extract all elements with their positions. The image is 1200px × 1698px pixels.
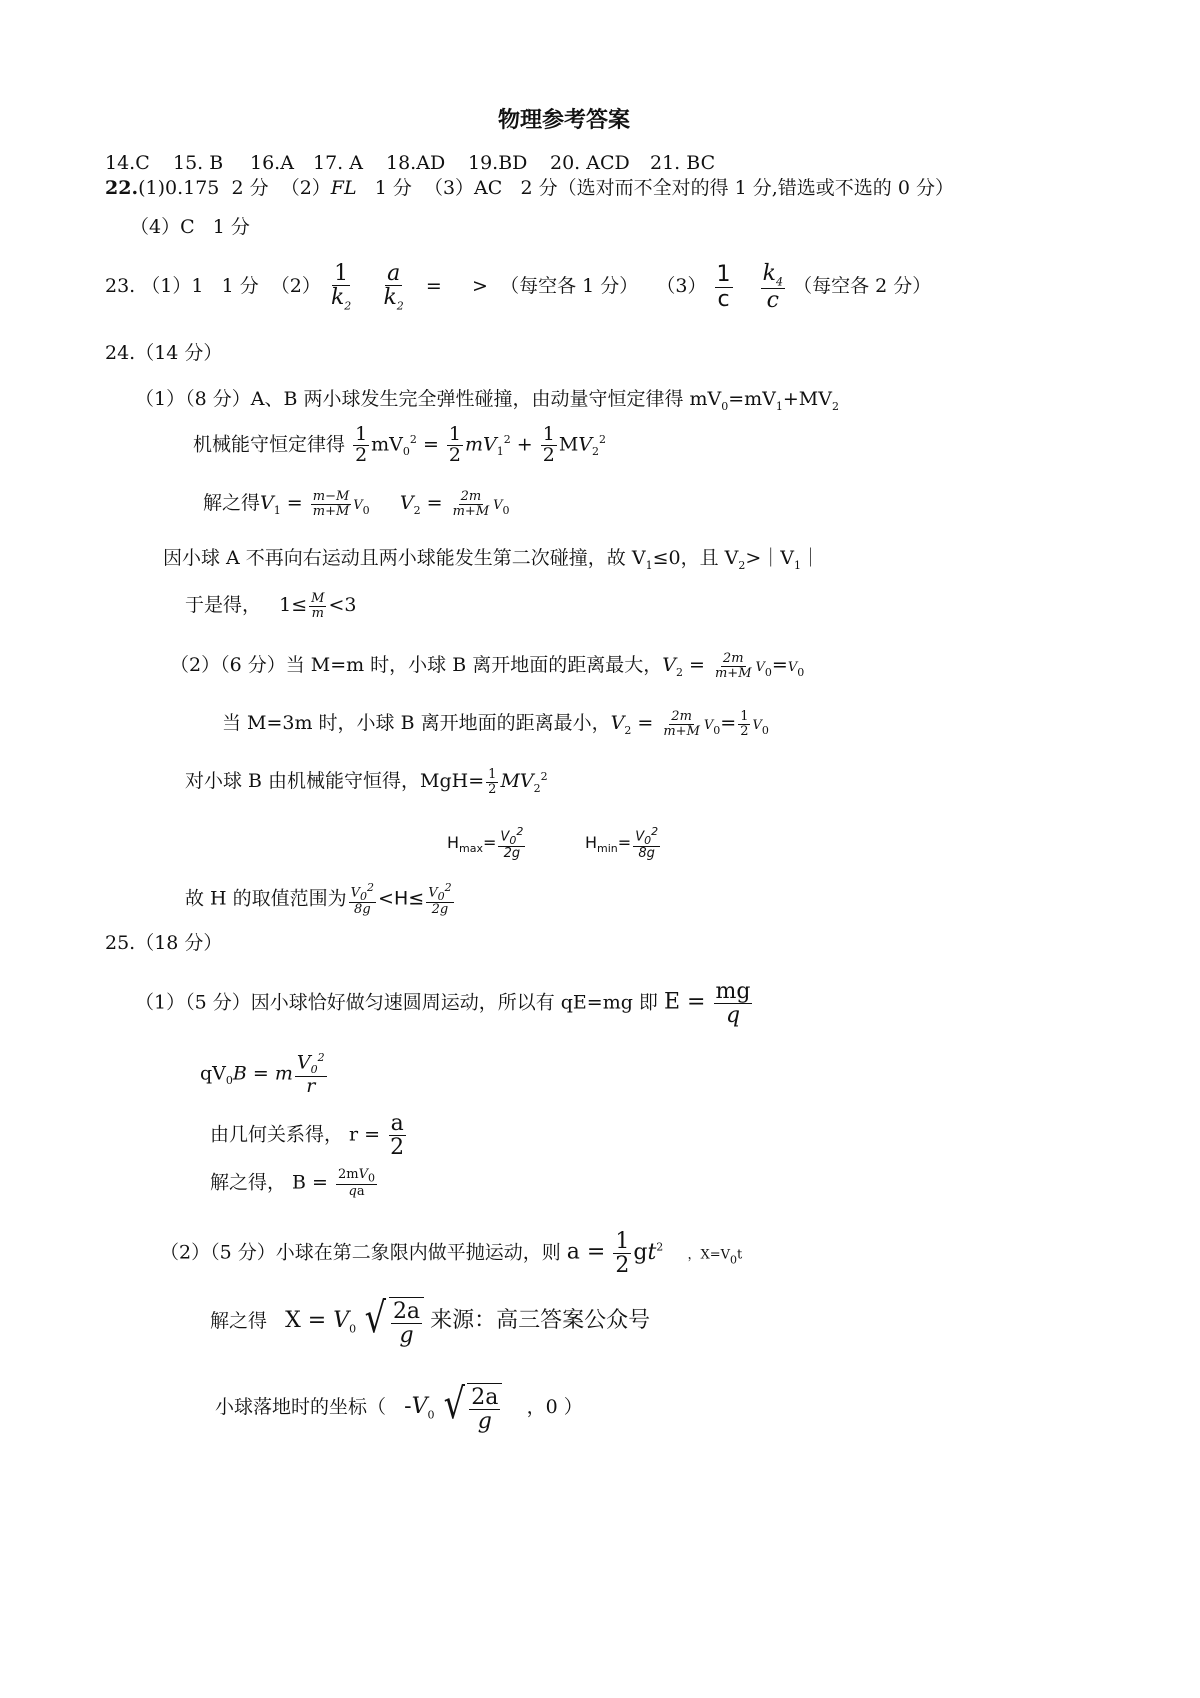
q24-text1: （1）（8 分）A、B 两小球发生完全弹性碰撞，由动量守恒定律得 mV	[135, 388, 722, 410]
page-title: 物理参考答案	[498, 108, 631, 133]
frac-m-ratio: $\frac{M}{m}$	[311, 591, 325, 621]
q24-text4d: ｜	[801, 547, 821, 569]
q22-part2: （2）	[280, 177, 331, 199]
q24-text5: 于是得，	[185, 594, 262, 617]
q25-text7b: ，0 ）	[526, 1396, 583, 1419]
q24-line4: 因小球 A 不再向右运动且两小球能发生第二次碰撞，故 $V_1\le 0$，且 $V_2>|V_1|$	[163, 547, 821, 572]
sqrt-2a-over-g: √ $\frac{2a}{g}$	[441, 1383, 503, 1433]
frac-1-over-c: $\frac{1}{c}$	[716, 262, 731, 312]
frac-half: $\frac{1}{2}$	[448, 423, 461, 466]
q25-line4: 解之得， B = $\frac{2mV_0}{qa}$	[210, 1167, 376, 1200]
frac-b-field: $\frac{2mV_0}{qa}$	[338, 1167, 376, 1200]
frac-hmin: $\frac{V_0^2}{8g}$	[350, 881, 375, 918]
q24-line5: 于是得， 1≤ $\frac{M}{m}$ <3	[185, 591, 357, 621]
q25-line3: 由几何关系得， r = $\frac{a}{2}$	[210, 1111, 405, 1161]
q22-line2	[130, 216, 250, 239]
q23-score3: （每空各 2 分）	[793, 275, 932, 298]
frac-half: $\frac{1}{2}$	[740, 709, 749, 739]
q23-score1: 1 分	[221, 275, 259, 298]
hmin-subscript: min	[597, 842, 618, 856]
sqrt-2a-over-g: √ $\frac{2a}{g}$	[362, 1297, 424, 1347]
q22-part1: (1)0.175	[138, 177, 220, 199]
q22-part3: （3）AC	[423, 177, 503, 199]
q25-line7: 小球落地时的坐标（ $-V_0$ √ $\frac{2a}{g}$ ，0 ）	[215, 1379, 583, 1435]
mc-answer: 20. ACD	[550, 152, 630, 174]
frac-centripetal: $\frac{V_0^2}{r}$	[296, 1051, 325, 1097]
frac-half: $\frac{1}{2}$	[488, 767, 497, 797]
q24-text4c: >｜V	[745, 547, 794, 569]
frac-v1: $\frac{m-M}{m+M}$	[312, 489, 350, 519]
frac-e-field: $\frac{mg}{q}$	[715, 979, 751, 1029]
mc-answer: 18.AD	[386, 152, 446, 174]
q22-score4: 1 分	[212, 216, 250, 238]
q25-source: 来源：高三答案公众号	[430, 1308, 651, 1334]
frac-2a-over-g: $\frac{2a}{g}$	[471, 1385, 499, 1435]
q24-line3: 解之得$V_1$ = $\frac{m-M}{m+M}$ $V_0$ $V_2$ = $\frac{2m}{m+M}$ $V_0$	[203, 489, 510, 519]
q24-line1: （1）（8 分）A、B 两小球发生完全弹性碰撞，由动量守恒定律得 $mV_0=mV_1+MV_2$	[135, 388, 839, 413]
q23-line	[105, 262, 931, 312]
q25-text1: （1）（5 分）因小球恰好做匀速圆周运动，所以有 qE=mg 即	[135, 991, 658, 1014]
q24-text4: 因小球 A 不再向右运动且两小球能发生第二次碰撞，故 V	[163, 547, 646, 569]
q25-text5: （2）（5 分）小球在第二象限内做平抛运动，则	[160, 1241, 561, 1264]
frac-v2: $\frac{2m}{m+M}$	[452, 489, 490, 519]
frac-hmax: $\frac{V_0^2}{2g}$	[428, 881, 452, 918]
hmax-subscript: max	[459, 842, 483, 856]
q24-text9: 故 H 的取值范围为	[185, 887, 347, 910]
q22-line1	[105, 177, 954, 200]
q23-greater: >	[472, 275, 488, 298]
q24-line6: （2）（6 分）当 M=m 时，小球 B 离开地面的距离最大，$V_2$ = $\frac{2m}{m+M}$ $V_0=V_0$	[170, 651, 805, 681]
q25-line6: 解之得 $X = V_0$ √ $\frac{2a}{g}$ 来源：高三答案公众号	[210, 1293, 651, 1349]
frac-hmax: $\frac{V_0^2}{2g}$	[500, 825, 524, 862]
mc-answer: 17. A	[313, 152, 363, 174]
q23-part3: （3）	[656, 275, 707, 298]
q24-text2: 机械能守恒定律得	[193, 433, 346, 456]
q25-text3: 由几何关系得，	[210, 1123, 344, 1146]
mc-answer: 15. B	[173, 152, 224, 174]
frac-k4-over-c: $\frac{k_4}{c}$	[762, 261, 784, 313]
mc-answer: 14.C	[105, 152, 150, 174]
q25-text4: 解之得，	[210, 1171, 287, 1194]
q22-answer2: FL	[330, 177, 357, 199]
frac-v2: $\frac{2m}{m+M}$	[663, 709, 700, 739]
q23-part2: （2）	[270, 275, 321, 298]
q22-label: 22.	[105, 177, 139, 199]
q23-label: 23. （1）1	[105, 275, 204, 298]
q24-hmin: $H_{min}=$ $\frac{V_0^2}{8g}$	[585, 825, 659, 862]
q24-text1b: =mV	[728, 388, 776, 410]
q22-part4: （4）C	[130, 216, 195, 238]
frac-2a-over-g: $\frac{2a}{g}$	[392, 1299, 421, 1349]
q23-score2: （每空各 1 分）	[500, 275, 639, 298]
q25-text5c: t	[737, 1247, 743, 1263]
q24-text7: 当 M=3m 时，小球 B 离开地面的距离最小，	[222, 712, 611, 735]
q24-text4b: ≤0，且 V	[652, 547, 739, 569]
mc-answer: 19.BD	[468, 152, 528, 174]
q22-score1: 2 分	[231, 177, 269, 199]
q25-text6: 解之得	[210, 1310, 268, 1333]
frac-hmin: $\frac{V_0^2}{8g}$	[635, 825, 659, 862]
q24-line8: 对小球 B 由机械能守恒得，MgH= $\frac{1}{2}$ $MV_2^2$	[185, 767, 548, 797]
q25-text7: 小球落地时的坐标（	[215, 1396, 387, 1419]
q24-line9: 故 H 的取值范围为 $\frac{V_0^2}{8g}$ <H≤ $\frac{V_0^2}{2g}$	[185, 881, 452, 918]
q24-line2: 机械能守恒定律得 $\frac{1}{2}$ $mV_0^2$ = $\frac{1}{2}$ $mV_1^2$ + $\frac{1}{2}$ $MV_2^2$	[193, 423, 607, 466]
q24-text6: （2）（6 分）当 M=m 时，小球 B 离开地面的距离最大，	[170, 654, 663, 677]
frac-half: $\frac{1}{2}$	[355, 423, 368, 466]
frac-a-over-k2: $\frac{a}{k_2}$	[383, 261, 404, 313]
mc-answer: 21. BC	[650, 152, 716, 174]
frac-a-over-2: $\frac{a}{2}$	[390, 1111, 405, 1161]
mc-answer: 16.A	[250, 152, 294, 174]
q24-header: 24.（14 分）	[105, 342, 223, 364]
q24-text8: 对小球 B 由机械能守恒得，MgH=	[185, 770, 485, 793]
q25-line1: （1）（5 分）因小球恰好做匀速圆周运动，所以有 qE=mg 即 E = $\frac{mg}{q}$	[135, 979, 751, 1029]
q25-text5b: ，X=V	[687, 1247, 731, 1263]
frac-1-over-k2: $\frac{1}{k_2}$	[330, 261, 352, 313]
q22-score2: 1 分	[374, 177, 412, 199]
q24-text3: 解之得	[203, 492, 261, 515]
q24-line7: 当 M=3m 时，小球 B 离开地面的距离最小，$V_2$ = $\frac{2m}{m+M}$ $V_0=$ $\frac{1}{2}$ $V_0$	[222, 709, 769, 739]
q25-line5: （2）（5 分）小球在第二象限内做平抛运动，则 a = $\frac{1}{2}$ $gt^2$ ，$X=V_0t$	[160, 1229, 743, 1279]
frac-v2: $\frac{2m}{m+M}$	[714, 651, 752, 681]
q25-header: 25.（18 分）	[105, 932, 223, 954]
frac-half: $\frac{1}{2}$	[615, 1229, 630, 1279]
q24-text1c: +MV	[782, 388, 832, 410]
q24-hmax: $H_{max}=$ $\frac{V_0^2}{2g}$	[447, 825, 524, 862]
q25-line2: $qV_0B = m$ $\frac{V_0^2}{r}$	[200, 1051, 325, 1097]
q23-equals: =	[425, 275, 442, 298]
q22-score3: 2 分（选对而不全对的得 1 分,错选或不选的 0 分）	[520, 177, 954, 199]
frac-half: $\frac{1}{2}$	[542, 423, 555, 466]
